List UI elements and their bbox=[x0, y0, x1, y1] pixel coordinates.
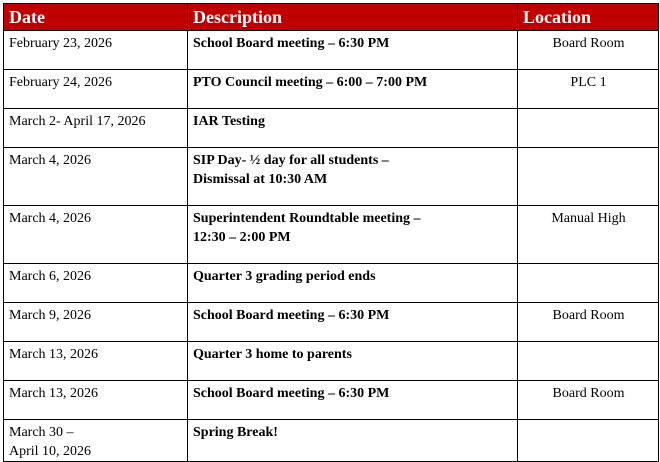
date-cell bbox=[4, 420, 188, 462]
description-text: 12:30 – 2:00 PM bbox=[193, 230, 291, 245]
header-row bbox=[4, 4, 659, 31]
date-cell bbox=[4, 70, 188, 109]
table-row bbox=[4, 381, 659, 420]
events-calendar bbox=[3, 3, 659, 462]
description-cell bbox=[188, 342, 518, 381]
date-text: March 9, 2026 bbox=[9, 308, 92, 323]
header-description: Description bbox=[188, 4, 518, 31]
description-text: IAR Testing bbox=[193, 114, 265, 129]
date-cell bbox=[4, 264, 188, 303]
events-table bbox=[3, 3, 659, 462]
location-cell bbox=[518, 148, 659, 206]
date-text: March 2- April 17, 2026 bbox=[9, 114, 146, 129]
description-text: Superintendent Roundtable meeting – bbox=[193, 211, 421, 226]
description-cell bbox=[188, 420, 518, 462]
description-text: Quarter 3 home to parents bbox=[193, 347, 352, 362]
date-cell bbox=[4, 342, 188, 381]
date-cell bbox=[4, 381, 188, 420]
location-cell bbox=[518, 109, 659, 148]
table-row bbox=[4, 148, 659, 206]
date-cell bbox=[4, 109, 188, 148]
location-cell bbox=[518, 420, 659, 462]
description-text: Spring Break! bbox=[193, 425, 278, 440]
date-text: April 10, 2026 bbox=[9, 444, 92, 459]
description-cell bbox=[188, 303, 518, 342]
description-text: Dismissal at 10:30 AM bbox=[193, 172, 328, 187]
description-cell bbox=[188, 109, 518, 148]
table-row bbox=[4, 109, 659, 148]
description-text: School Board meeting – 6:30 PM bbox=[193, 308, 390, 323]
header-date: Date bbox=[4, 4, 188, 31]
description-cell bbox=[188, 148, 518, 206]
table-row bbox=[4, 70, 659, 109]
description-cell bbox=[188, 264, 518, 303]
date-text: March 30 – bbox=[9, 425, 74, 440]
table-row bbox=[4, 303, 659, 342]
description-cell bbox=[188, 31, 518, 70]
description-text: School Board meeting – 6:30 PM bbox=[193, 386, 390, 401]
table-row bbox=[4, 342, 659, 381]
date-text: March 4, 2026 bbox=[9, 211, 92, 226]
date-cell bbox=[4, 206, 188, 264]
date-cell bbox=[4, 148, 188, 206]
date-text: March 13, 2026 bbox=[9, 347, 99, 362]
location-cell bbox=[518, 264, 659, 303]
description-text: SIP Day- ½ day for all students – bbox=[193, 153, 389, 168]
table-row bbox=[4, 420, 659, 462]
description-text: Quarter 3 grading period ends bbox=[193, 269, 376, 284]
location-cell: PLC 1 bbox=[518, 70, 659, 109]
date-text: February 24, 2026 bbox=[9, 75, 113, 90]
description-cell bbox=[188, 206, 518, 264]
date-cell bbox=[4, 31, 188, 70]
date-cell bbox=[4, 303, 188, 342]
location-cell: Board Room bbox=[518, 381, 659, 420]
date-text: March 13, 2026 bbox=[9, 386, 99, 401]
location-cell: Board Room bbox=[518, 303, 659, 342]
date-text: February 23, 2026 bbox=[9, 36, 113, 51]
description-text: School Board meeting – 6:30 PM bbox=[193, 36, 390, 51]
table-row bbox=[4, 264, 659, 303]
location-cell: Manual High bbox=[518, 206, 659, 264]
description-cell bbox=[188, 70, 518, 109]
location-cell bbox=[518, 342, 659, 381]
header-location: Location bbox=[518, 4, 659, 31]
date-text: March 4, 2026 bbox=[9, 153, 92, 168]
date-text: March 6, 2026 bbox=[9, 269, 92, 284]
description-cell bbox=[188, 381, 518, 420]
location-cell: Board Room bbox=[518, 31, 659, 70]
table-row bbox=[4, 206, 659, 264]
description-text: PTO Council meeting – 6:00 – 7:00 PM bbox=[193, 75, 428, 90]
table-row bbox=[4, 31, 659, 70]
